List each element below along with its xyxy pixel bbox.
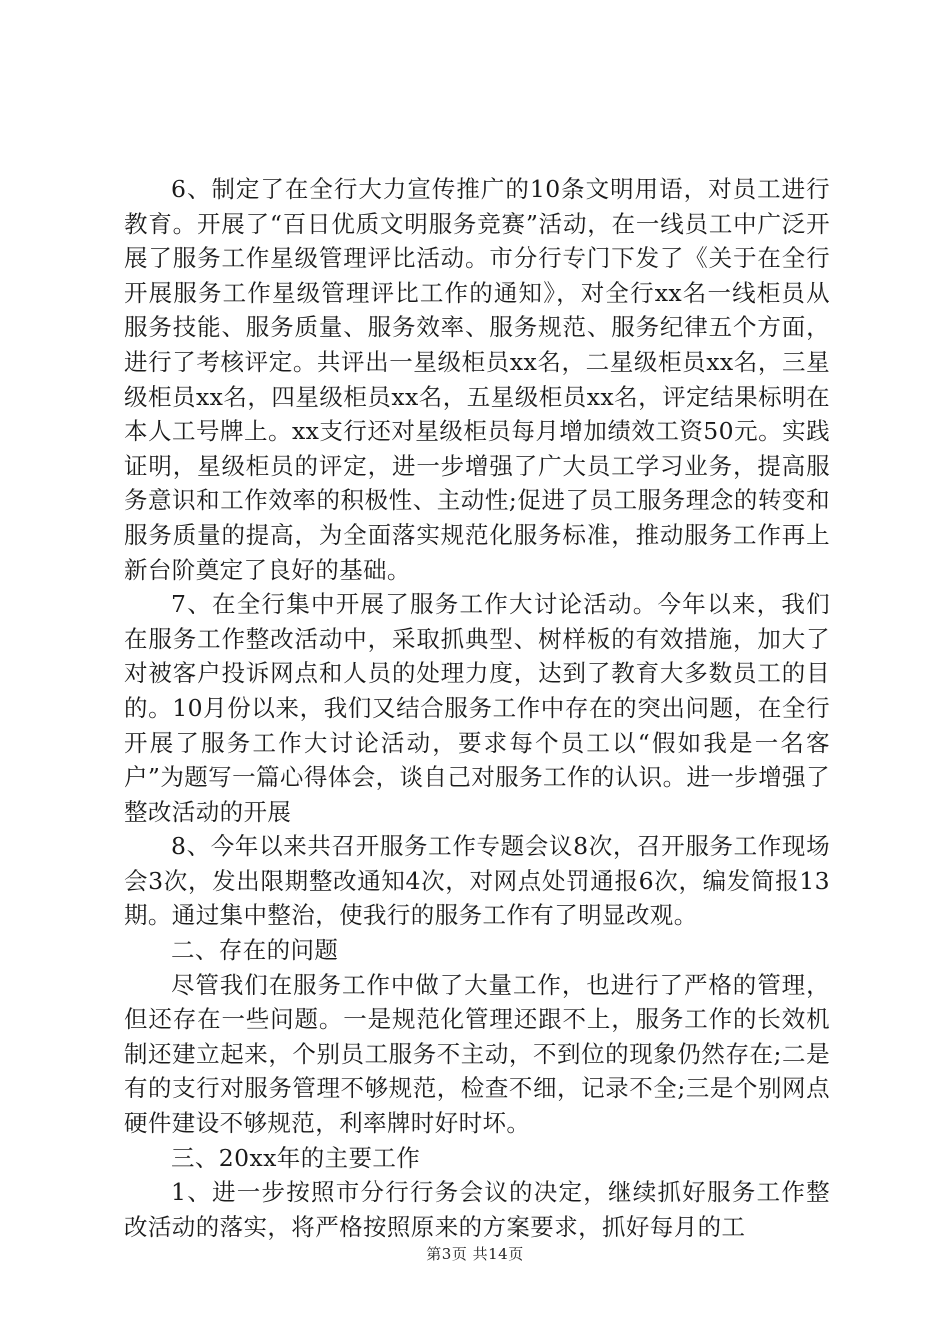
paragraph-7: 7、在全行集中开展了服务工作大讨论活动。今年以来，我们在服务工作整改活动中，采取抓典型、树样板的有效措施，加大了对被客户投诉网点和人员的处理力度，达到了教育大多数员工的目的。10月份以来，我们又结合服务工作中存在的突出问题，在全行开展了服务工作大讨论活动，要求每个员工以“假如我是一名客户”为题写一篇心得体会，谈自己对服务工作的认识。进一步增强了整改活动的开展	[124, 590, 830, 826]
paragraph-8: 8、今年以来共召开服务工作专题会议8次，召开服务工作现场会3次，发出限期整改通知4次，对网点处罚通报6次，编发简报13期。通过集中整治，使我行的服务工作有了明显改观。	[124, 832, 830, 930]
document-body	[124, 172, 830, 1244]
paragraph-problems: 尽管我们在服务工作中做了大量工作，也进行了严格的管理，但还存在一些问题。一是规范化管理还跟不上，服务工作的长效机制还建立起来，个别员工服务不主动，不到位的现象仍然存在;二是有的支行对服务管理不够规范，检查不细，记录不全;三是个别网点硬件建设不够规范，利率牌时好时坏。	[124, 970, 830, 1138]
paragraph-work-1: 1、进一步按照市分行行务会议的决定，继续抓好服务工作整改活动的落实，将严格按照原来的方案要求，抓好每月的工	[124, 1178, 830, 1241]
section-heading-problems: 二、存在的问题	[171, 936, 339, 965]
page-number-footer: 第3页 共14页	[426, 1245, 524, 1263]
paragraph-6: 6、制定了在全行大力宣传推广的10条文明用语，对员工进行教育。开展了“百日优质文明服务竞赛”活动，在一线员工中广泛开展了服务工作星级管理评比活动。市分行专门下发了《关于在全行开展服务工作星级管理评比工作的通知》，对全行xx名一线柜员从服务技能、服务质量、服务效率、服务规范、服务纪律五个方面，进行了考核评定。共评出一星级柜员xx名，二星级柜员xx名，三星级柜员xx名，四星级柜员xx名，五星级柜员xx名，评定结果标明在本人工号牌上。xx支行还对星级柜员每月增加绩效工资50元。实践证明，星级柜员的评定，进一步增强了广大员工学习业务，提高服务意识和工作效率的积极性、主动性;促进了员工服务理念的转变和服务质量的提高，为全面落实规范化服务标准，推动服务工作再上新台阶奠定了良好的基础。	[124, 175, 830, 584]
section-heading-main-work: 三、20xx年的主要工作	[171, 1143, 421, 1172]
